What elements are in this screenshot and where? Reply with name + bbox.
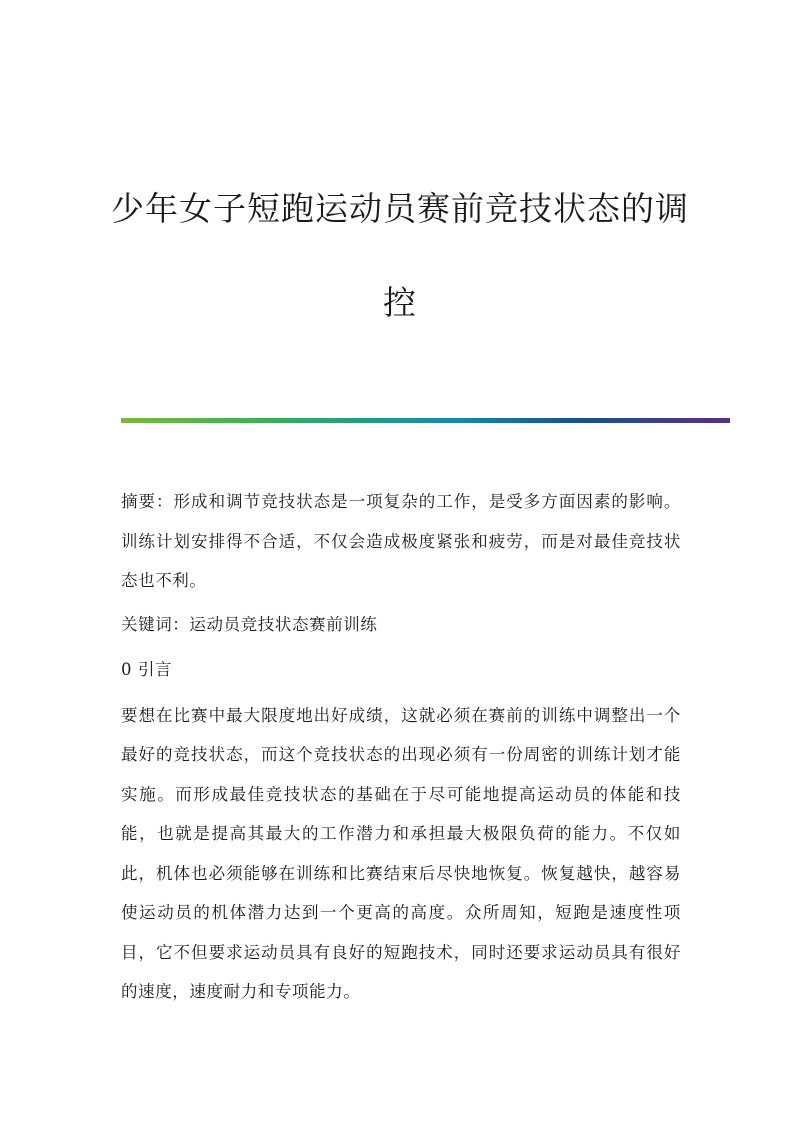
abstract: 摘要：形成和调节竞技状态是一项复杂的工作，是受多方面因素的影响。训练计划安排得不合适，不仅会造成极度紧张和疲劳，而是对最佳竞技状态也不利。 xyxy=(121,492,681,590)
section-paragraph: 要想在比赛中最大限度地出好成绩，这就必须在赛前的训练中调整出一个最好的竞技状态，而这个竞技状态的出现必须有一份周密的训练计划才能实施。而形成最佳竞技状态的基础在于尽可能地提高运动员的体能和技能，也就是提高其最大的工作潜力和承担最大极限负荷的能力。不仅如此，机体也必须能够在训练和比赛结束后尽快地恢复。恢复越快，越容易使运动员的机体潜力达到一个更高的高度。众所周知，短跑是速度性项目，它不但要求运动员具有良好的短跑技术，同时还要求运动员具有很好的速度，速度耐力和专项能力。 xyxy=(121,705,681,1001)
document-body xyxy=(121,482,681,1012)
title-line-1: 少年女子短跑运动员赛前竞技状态的调 xyxy=(111,189,689,228)
section-heading: 0 引言 xyxy=(121,660,173,679)
gradient-divider xyxy=(121,418,730,423)
title-line-2: 控 xyxy=(383,283,417,322)
document-title xyxy=(110,162,690,350)
keywords: 关键词：运动员竞技状态赛前训练 xyxy=(121,614,378,634)
